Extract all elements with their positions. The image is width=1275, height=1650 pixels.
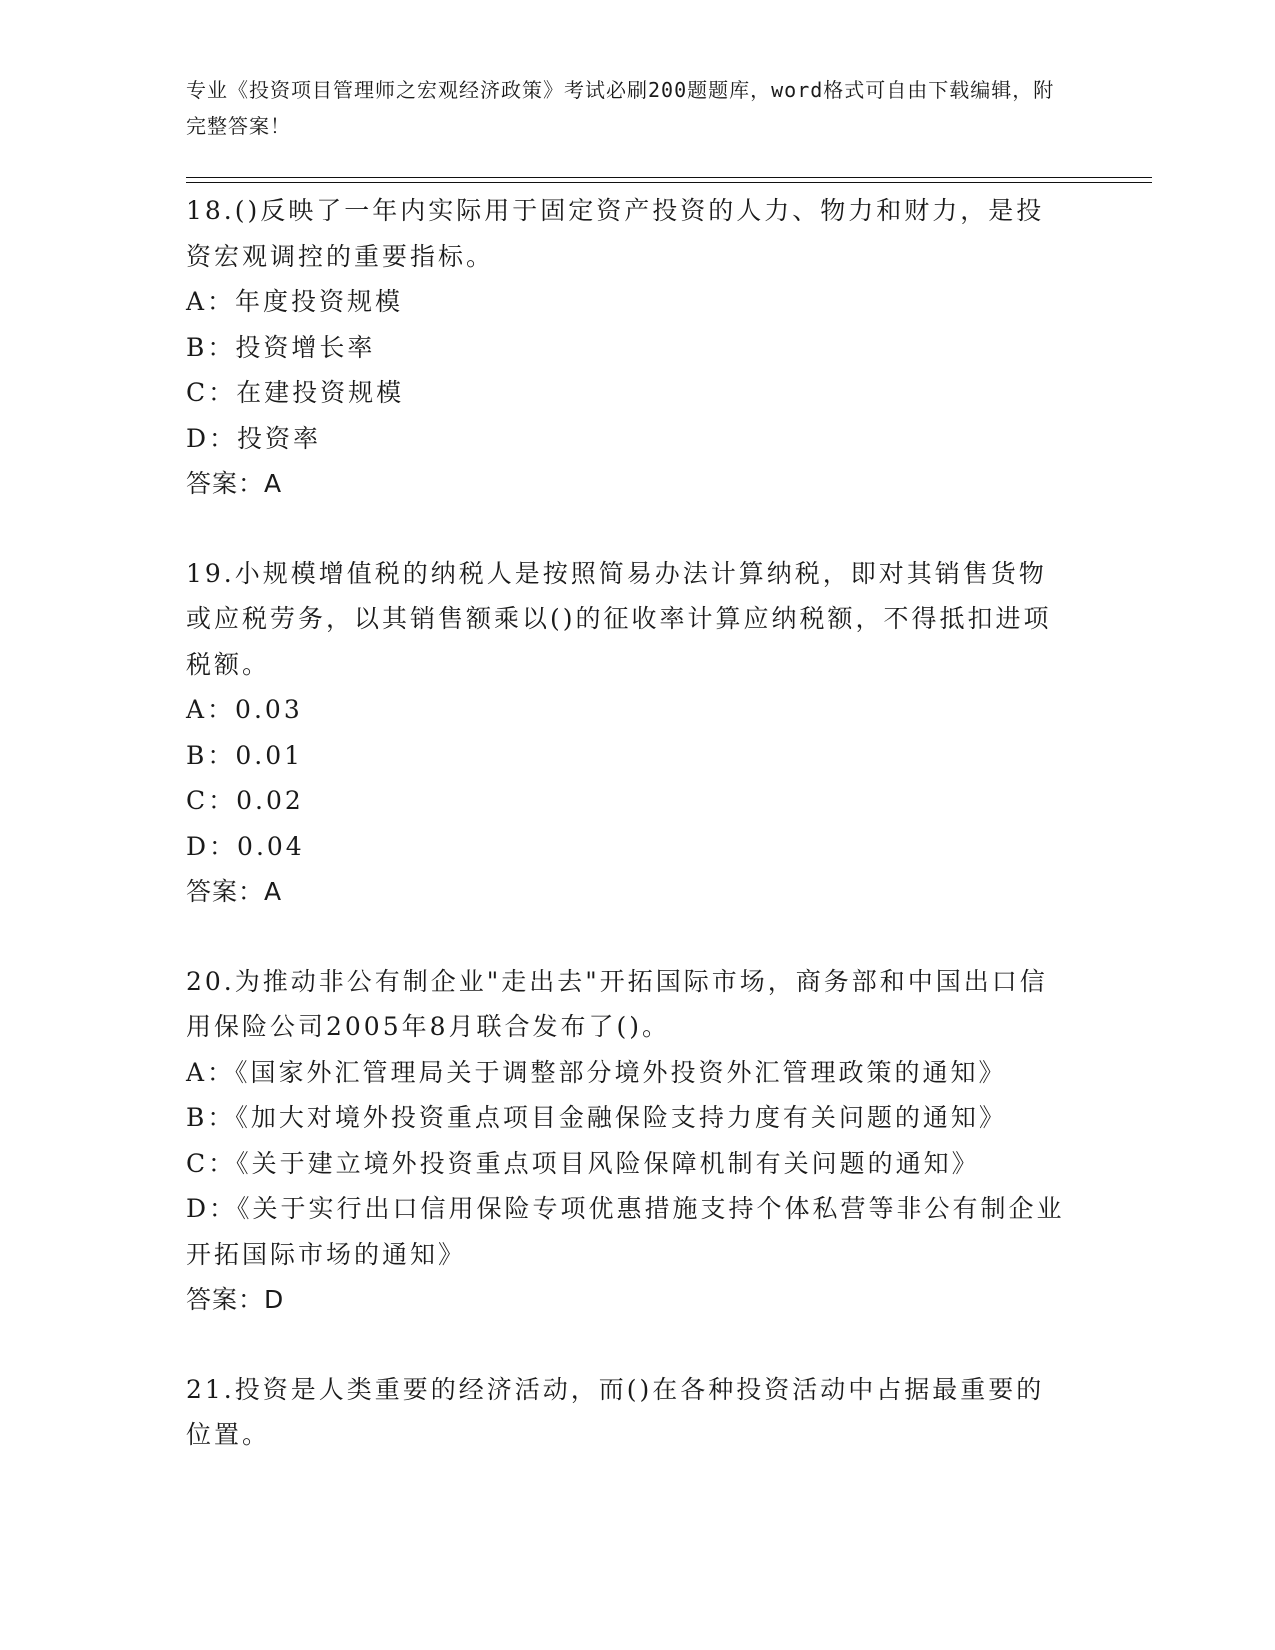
question-19 [186, 551, 1066, 915]
option-b: B：投资增长率 [186, 332, 376, 362]
question-list [186, 188, 1066, 1502]
option-a: A：0.03 [186, 695, 303, 724]
answer-line: 答案：A [186, 877, 283, 906]
answer-line: 答案：D [186, 1285, 285, 1314]
question-21 [186, 1367, 1066, 1458]
question-stem: 18.()反映了一年内实际用于固定资产投资的人力、物力和财力，是投资宏观调控的重要指标。 [186, 196, 1045, 271]
header-divider-bottom [186, 182, 1152, 183]
question-stem: 21.投资是人类重要的经济活动，而()在各种投资活动中占据最重要的位置。 [186, 1374, 1045, 1449]
answer-line: 答案：A [186, 469, 283, 498]
option-c: C：《关于建立境外投资重点项目风险保障机制有关问题的通知》 [186, 1148, 980, 1178]
option-d: D：投资率 [186, 423, 322, 453]
question-20 [186, 959, 1066, 1323]
option-c: C：0.02 [186, 786, 304, 815]
question-stem: 19.小规模增值税的纳税人是按照简易办法计算纳税，即对其销售货物或应税劳务，以其销售额乘以()的征收率计算应纳税额，不得抵扣进项税额。 [186, 558, 1052, 679]
header-divider-top [186, 177, 1152, 178]
question-stem: 20.为推动非公有制企业"走出去"开拓国际市场，商务部和中国出口信用保险公司2005年8月联合发布了()。 [186, 966, 1048, 1041]
option-b: B：0.01 [186, 740, 304, 770]
question-18 [186, 188, 1066, 507]
document-header: 专业《投资项目管理师之宏观经济政策》考试必刷200题题库，word格式可自由下载编辑，附完整答案！ [186, 78, 1055, 138]
option-c: C：在建投资规模 [186, 378, 405, 407]
option-a: A：《国家外汇管理局关于调整部分境外投资外汇管理政策的通知》 [186, 1057, 1007, 1087]
option-d: D：《关于实行出口信用保险专项优惠措施支持个体私营等非公有制企业开拓国际市场的通知》 [186, 1194, 1065, 1269]
option-a: A：年度投资规模 [186, 287, 404, 316]
option-b: B：《加大对境外投资重点项目金融保险支持力度有关问题的通知》 [186, 1103, 1007, 1132]
option-d: D：0.04 [186, 831, 305, 861]
